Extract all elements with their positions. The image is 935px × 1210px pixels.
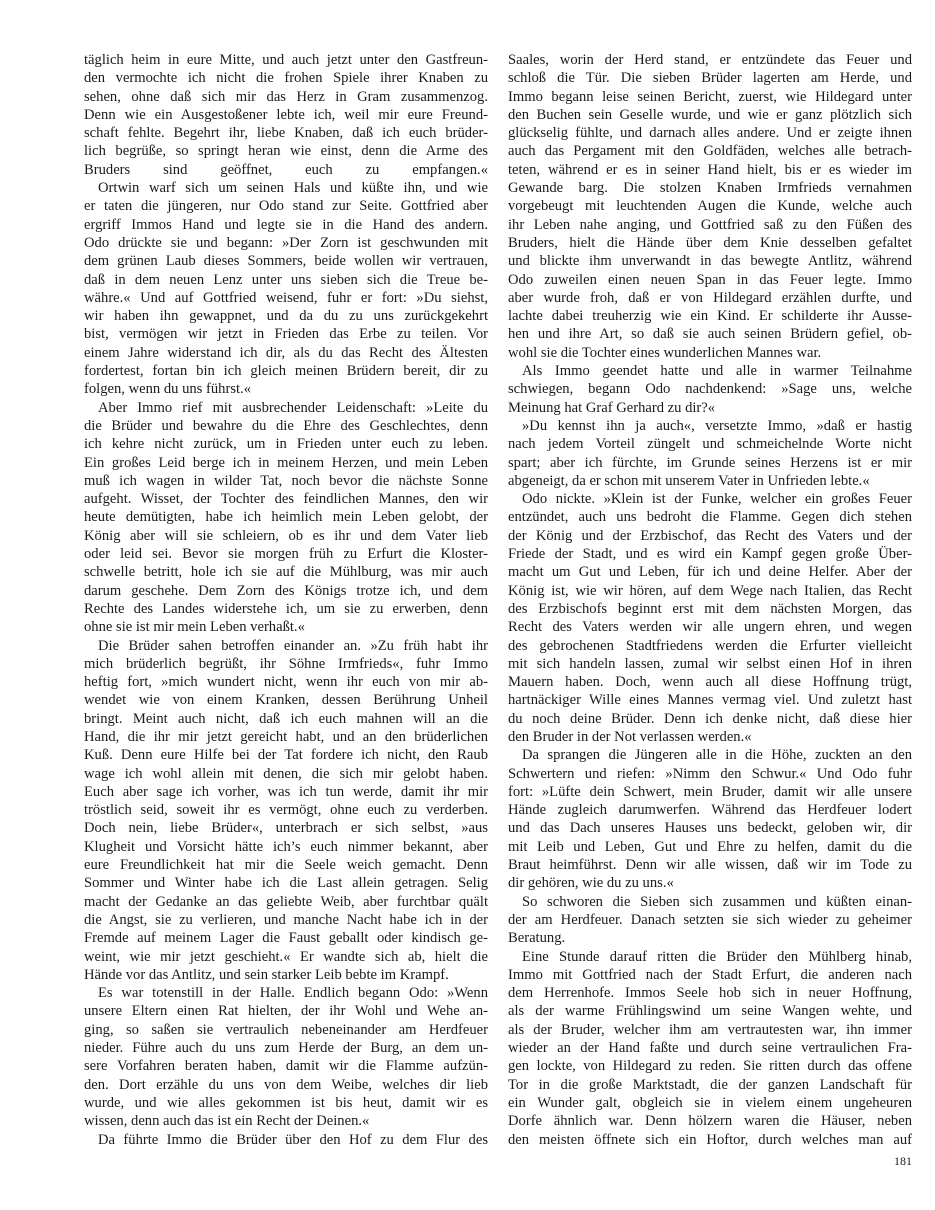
text-line: Hände zugleich darumwerfen. Während das Herdfeuer lodert bbox=[508, 802, 912, 819]
text-line: hartnäckiger Wille eines Mannes vermag viel. Und zuletzt hast bbox=[508, 692, 912, 709]
text-line: daß in dem neuen Lenz unter uns sieben sich die Treue be- bbox=[84, 271, 488, 288]
text-line: den Buchen sein Geselle wurde, und wie er ganz plötzlich sich bbox=[508, 106, 912, 123]
paragraph bbox=[508, 893, 912, 948]
text-line: Immo mit Gottfried nach der Stadt Erfurt, die anderen nach bbox=[508, 966, 912, 983]
text-line: König ist, wie wir hören, auf dem Wege nach Italien, das Recht bbox=[508, 582, 912, 599]
text-line: fort: »Lüfte dein Schwert, mein Bruder, damit wir alle unsere bbox=[508, 783, 912, 800]
text-line: glückselig fühlte, und darnach alles andere. Und er zeigte ihnen bbox=[508, 125, 912, 142]
text-line: Hände vor das Antlitz, und sein starker Leib bebte im Krampf. bbox=[84, 966, 449, 983]
text-line: und das Dach unseres Hauses uns bedeckt, geloben wir, dir bbox=[508, 820, 912, 837]
text-line: schwiegen, begann Odo nachdenkend: »Sage uns, welche bbox=[508, 381, 912, 398]
text-line: ein Wunder galt, obgleich sie in vielem einem ungeheuren bbox=[508, 1094, 912, 1111]
text-line: heute demütigten, habe ich heimlich mein Leben gelobt, der bbox=[84, 509, 488, 526]
text-line: »Du kennst ihn ja auch«, versetzte Immo, »daß er hastig bbox=[522, 417, 912, 434]
text-line: hen und ihre Art, so daß sie auch seinen Brüdern gefiel, ob- bbox=[508, 326, 912, 343]
text-line: Recht des Vaters werden wir alle ungern ehren, und wegen bbox=[508, 619, 912, 636]
text-line: vorgebeugt mit leuchtenden Augen die Kunde, welche auch bbox=[508, 198, 912, 215]
text-line: den vermochte ich nicht die frohen Spiele ihrer Knaben zu bbox=[84, 70, 488, 87]
text-line: tröstlich seid, soweit ihr es vermögt, ohne euch zu verderben. bbox=[84, 802, 488, 819]
text-line: Eine Stunde darauf ritten die Brüder den Mühlberg hinab, bbox=[522, 948, 912, 965]
paragraph bbox=[508, 417, 912, 490]
paragraph bbox=[508, 490, 912, 746]
text-line: Odo zuweilen einen neuen Span in das Feuer legte. Immo bbox=[508, 271, 912, 288]
text-line: Als Immo geendet hatte und alle in warmer Teilnahme bbox=[522, 363, 912, 380]
text-line: aufgeht. Wisset, der Tochter des feindlichen Mannes, den wir bbox=[84, 491, 488, 508]
text-line: abgeneigt, da er schon mit unserem Vater in Unfrieden lebte.« bbox=[508, 472, 870, 489]
text-line: wissen, denn auch das ist ein Recht der Deinen.« bbox=[84, 1113, 370, 1130]
text-line: macht um Gut und Leben, für ich und deine Helfer. Aber der bbox=[508, 564, 912, 581]
text-line: Es war totenstill in der Halle. Endlich begann Odo: »Wenn bbox=[98, 985, 488, 1002]
text-line: folgen, wenn du uns führst.« bbox=[84, 381, 251, 398]
text-line: und blickte ihm unverwandt in das bewegte Antlitz, während bbox=[508, 253, 912, 270]
paragraph bbox=[84, 637, 488, 985]
paragraph bbox=[84, 984, 488, 1130]
text-line: nach jedem Vorteil züngelt und schmeichelnde Worte nicht bbox=[508, 436, 912, 453]
text-line: Da sprangen die Jüngeren alle in die Höhe, zuckten an den bbox=[522, 747, 912, 764]
text-line: weint, wie mir jetzt geschieht.« Er wandte sich ab, hielt die bbox=[84, 948, 488, 965]
text-line: Da führte Immo die Brüder über den Hof zu dem Flur des bbox=[98, 1131, 488, 1148]
text-line: wohl sie die Tochter eines wunderlichen Mannes war. bbox=[508, 344, 822, 361]
text-line: spart; aber ich fürchte, im Grunde seines Herzens ist er mir bbox=[508, 454, 912, 471]
text-line: Gewande barg. Die stolzen Knaben Irmfrieds vernahmen bbox=[508, 180, 912, 197]
paragraph bbox=[84, 51, 488, 179]
text-line: täglich heim in eure Mitte, und auch jetzt unter den Gastfreun- bbox=[84, 52, 488, 68]
paragraph bbox=[508, 51, 912, 362]
text-line: macht der Gedanke an das geliebte Weib, aber furchtbar quält bbox=[84, 893, 488, 910]
text-line: wieder an der Hand faßte und durch seine vertraulichen Fra- bbox=[508, 1040, 912, 1057]
page-number: 181 bbox=[894, 1154, 912, 1168]
text-line: wendet wie von einem Kranken, dessen Berührung Unheil bbox=[84, 692, 488, 709]
text-column-left bbox=[84, 51, 488, 1149]
text-line: Denn wie ein Ausgestoßener lebte ich, weil mir eure Freund- bbox=[84, 106, 488, 123]
text-line: Ein großes Leid berge ich in meinem Herzen, und mein Leben bbox=[84, 454, 488, 471]
text-line: ihr Leben nahe anging, und Gottfried saß zu den Füßen des bbox=[508, 216, 912, 233]
text-line: dem Herrenhofe. Immos Seele hob sich in neuer Hoffnung, bbox=[508, 985, 912, 1002]
text-line: sehen, ohne daß sich mir das Herz in Gram zusammenzog. bbox=[84, 88, 488, 105]
text-line: der am Herdfeuer. Danach setzten sie sich wieder zu geheimer bbox=[508, 911, 912, 928]
text-line: Kuß. Denn eure Hilfe bei der Tat fordere ich nicht, den Raub bbox=[84, 747, 488, 764]
text-line: Ortwin warf sich um seinen Hals und küßte ihn, und wie bbox=[98, 180, 488, 197]
text-line: Bruders sind geöffnet, euch zu empfangen.« bbox=[84, 161, 488, 178]
text-line: des Erzbischofs beginnt erst mit dem nächsten Morgen, das bbox=[508, 600, 912, 617]
text-line: bringt. Meint auch nicht, daß ich euch mahnen will an die bbox=[84, 710, 488, 727]
text-line: wage ich wohl allein mit denen, die sich mir gelobt haben. bbox=[84, 765, 488, 782]
text-line: darum geschehe. Dem Zorn des Königs trotze ich, und dem bbox=[84, 582, 488, 599]
text-line: mich brüderlich begrüßt, ihr Söhne Irmfrieds«, fuhr Immo bbox=[84, 655, 488, 672]
text-line: Meinung hat Graf Gerhard zu dir?« bbox=[508, 399, 716, 416]
text-line: eure Freundlichkeit hat mir die Seele weich gemacht. Denn bbox=[84, 857, 488, 874]
text-line: er taten die jüngeren, nur Odo stand zur Seite. Gottfried aber bbox=[84, 198, 488, 215]
text-line: die Brüder und bewahre du die Ehre des Geschlechtes, denn bbox=[84, 417, 488, 434]
text-line: muß ich wagen in wilder Tat, noch bevor die nächste Sonne bbox=[84, 472, 488, 489]
text-line: dir gehören, wie du zu uns.« bbox=[508, 875, 674, 892]
text-line: Odo drückte sie und begann: »Der Zorn ist geschwunden mit bbox=[84, 234, 488, 251]
text-line: dem grünen Laub dieses Sommers, beide wollen wir vertrauen, bbox=[84, 253, 488, 270]
text-line: oder leid sei. Bevor sie morgen früh zu Erfurt die Kloster- bbox=[84, 546, 488, 563]
text-line: bist, vermögen wir jetzt in Frieden das Erbe zu teilen. Vor bbox=[84, 326, 488, 343]
text-line: Braut heimführst. Denn wir alle wissen, daß wir im Tode zu bbox=[508, 857, 912, 874]
text-line: als der warme Frühlingswind um seine Wangen wehte, und bbox=[508, 1003, 912, 1020]
text-line: den meisten öffnete sich ein Hoftor, durch welches man auf bbox=[508, 1131, 912, 1148]
paragraph bbox=[508, 362, 912, 417]
text-line: sere Vorfahren beraten haben, damit wir die Flamme aufzün- bbox=[84, 1058, 488, 1075]
text-line: König aber will sie schleiern, ob es ihr und dem Vater lieb bbox=[84, 527, 488, 544]
text-line: mit Leib und Leben, Gut und Ehre zu helfen, damit du die bbox=[508, 838, 912, 855]
text-line: wir haben ihn gewappnet, und da du zu uns zurückgekehrt bbox=[84, 308, 488, 325]
text-line: Die Brüder sahen betroffen einander an. »Zu früh habt ihr bbox=[98, 637, 488, 654]
text-line: ich kehre nicht zurück, um in Frieden unter euch zu leben. bbox=[84, 436, 488, 453]
text-line: Schwertern und riefen: »Nimm den Schwur.« Und Odo fuhr bbox=[508, 765, 912, 782]
text-line: wurde, und wie alles gekommen ist bis heut, damit wir es bbox=[84, 1094, 488, 1111]
paragraph bbox=[84, 399, 488, 637]
text-line: schwelle betritt, hole ich sie auf die Mühlburg, was mir auch bbox=[84, 564, 488, 581]
text-line: des gebrochenen Stadtfriedens werden die Erfurter vielleicht bbox=[508, 637, 912, 654]
text-line: du noch deine Brüder. Denn ich denke nicht, daß diese hier bbox=[508, 710, 912, 727]
text-line: Euch aber sage ich vorher, was ich tun werde, damit ihr mir bbox=[84, 783, 488, 800]
text-line: fordertest, fortan bin ich gleich meinen Brüdern bereit, dir zu bbox=[84, 363, 488, 380]
text-line: Hand, die ihr mir jetzt gereicht habt, und an den brüderlichen bbox=[84, 728, 488, 745]
text-line: als der Bruder, welcher ihm am vertrautesten war, ihn immer bbox=[508, 1021, 912, 1038]
text-line: schloß die Tür. Die sieben Brüder lagerten am Herde, und bbox=[508, 70, 912, 87]
text-line: aber wurde froh, daß er von Hildegard erzählen durfte, und bbox=[508, 289, 912, 306]
text-line: Bruders, hielt die Hände über dem Knie desselben gefaltet bbox=[508, 234, 912, 251]
text-line: lachte dabei treuherzig wie ein Kind. Er schilderte ihr Ausse- bbox=[508, 308, 912, 325]
text-line: ging, so saßen sie vertraulich nebeneinander am Herdfeuer bbox=[84, 1021, 488, 1038]
text-line: Immo begann leise seinen Bericht, zuerst, wie Hildegard unter bbox=[508, 88, 912, 105]
text-line: Beratung. bbox=[508, 930, 566, 947]
text-line: Odo nickte. »Klein ist der Funke, welcher ein großes Feuer bbox=[522, 491, 912, 508]
text-line: Aber Immo rief mit ausbrechender Leidenschaft: »Leite du bbox=[98, 399, 488, 416]
text-line: Rechte des Landes widerstehe ich, um sie zu erwerben, denn bbox=[84, 600, 488, 617]
paragraph bbox=[508, 948, 912, 1149]
text-line: Fremde auf meinem Lager die Faust geballt oder kindisch ge- bbox=[84, 930, 488, 947]
text-line: Dorfe ähnlich war. Denn hölzern waren die Häuser, neben bbox=[508, 1113, 912, 1130]
paragraph bbox=[84, 1131, 488, 1149]
text-line: Friede der Stadt, und es wird ein Kampf gegen große Über- bbox=[508, 546, 912, 563]
text-line: den Bruder in der Not verlassen werden.« bbox=[508, 728, 752, 745]
text-line: teten, während er es in seiner Hand hielt, bis er es wieder im bbox=[508, 161, 912, 178]
text-line: heftig fort, »mich wundert nicht, wenn ihr euch von mir ab- bbox=[84, 674, 488, 691]
text-line: Sommer und Winter habe ich die Last allein getragen. Selig bbox=[84, 875, 488, 892]
text-line: mit sich handeln lassen, zumal wir selbst einen Hof in ihren bbox=[508, 655, 912, 672]
text-line: der König und der Erzbischof, das Recht des Vaters und der bbox=[508, 527, 912, 544]
text-line: unsere Eltern einen Rat hielten, der ihr Wohl und Wehe an- bbox=[84, 1003, 488, 1020]
text-line: einem Jahre widerstand ich dir, als du das Recht des Ältesten bbox=[84, 344, 488, 361]
text-line: entzündet, auch uns bedroht die Flamme. Gegen dich stehen bbox=[508, 509, 912, 526]
text-line: nieder. Führe auch du uns zum Herde der Burg, an dem un- bbox=[84, 1040, 488, 1057]
text-line: So schworen die Sieben sich zusammen und küßten einan- bbox=[522, 893, 912, 910]
text-line: gen lockte, von Hildegard zu reden. Sie ritten durch das offene bbox=[508, 1058, 912, 1075]
text-line: Klugheit und Vorsicht hätte ich’s euch nimmer bekannt, aber bbox=[84, 838, 488, 855]
text-line: die Angst, sie zu verlieren, und manche Nacht habe ich in der bbox=[84, 911, 488, 928]
text-line: lich begrüße, so springt heran wie einst, denn die Arme des bbox=[84, 143, 488, 160]
text-line: Doch nein, liebe Brüder«, unterbrach er sich selbst, »aus bbox=[84, 820, 488, 837]
text-line: ergriff Immos Hand und legte sie in die Hand des andern. bbox=[84, 216, 488, 233]
text-line: den. Dort erzähle du uns von dem Weibe, welches dir lieb bbox=[84, 1076, 488, 1093]
text-line: Tor in die große Marktstadt, die der ganzen Landschaft für bbox=[508, 1076, 912, 1093]
text-line: Mauern haben. Doch, wenn auch all diese Hoffnung trügt, bbox=[508, 674, 912, 691]
text-line: auch das Pergament mit den Goldfäden, welches alle betrach- bbox=[508, 143, 912, 160]
text-line: ohne sie ist mir mein Leben verhaßt.« bbox=[84, 619, 305, 636]
paragraph bbox=[84, 179, 488, 399]
text-column-right bbox=[508, 51, 912, 1149]
text-line: währe.« Und auf Gottfried weisend, fuhr er fort: »Du siehst, bbox=[84, 289, 488, 306]
text-line: Saales, worin der Herd stand, er entzündete das Feuer und bbox=[508, 52, 912, 68]
paragraph bbox=[508, 746, 912, 892]
text-line: schaft fehlte. Begehrt ihr, liebe Knaben, daß ich euch brüder- bbox=[84, 125, 488, 142]
